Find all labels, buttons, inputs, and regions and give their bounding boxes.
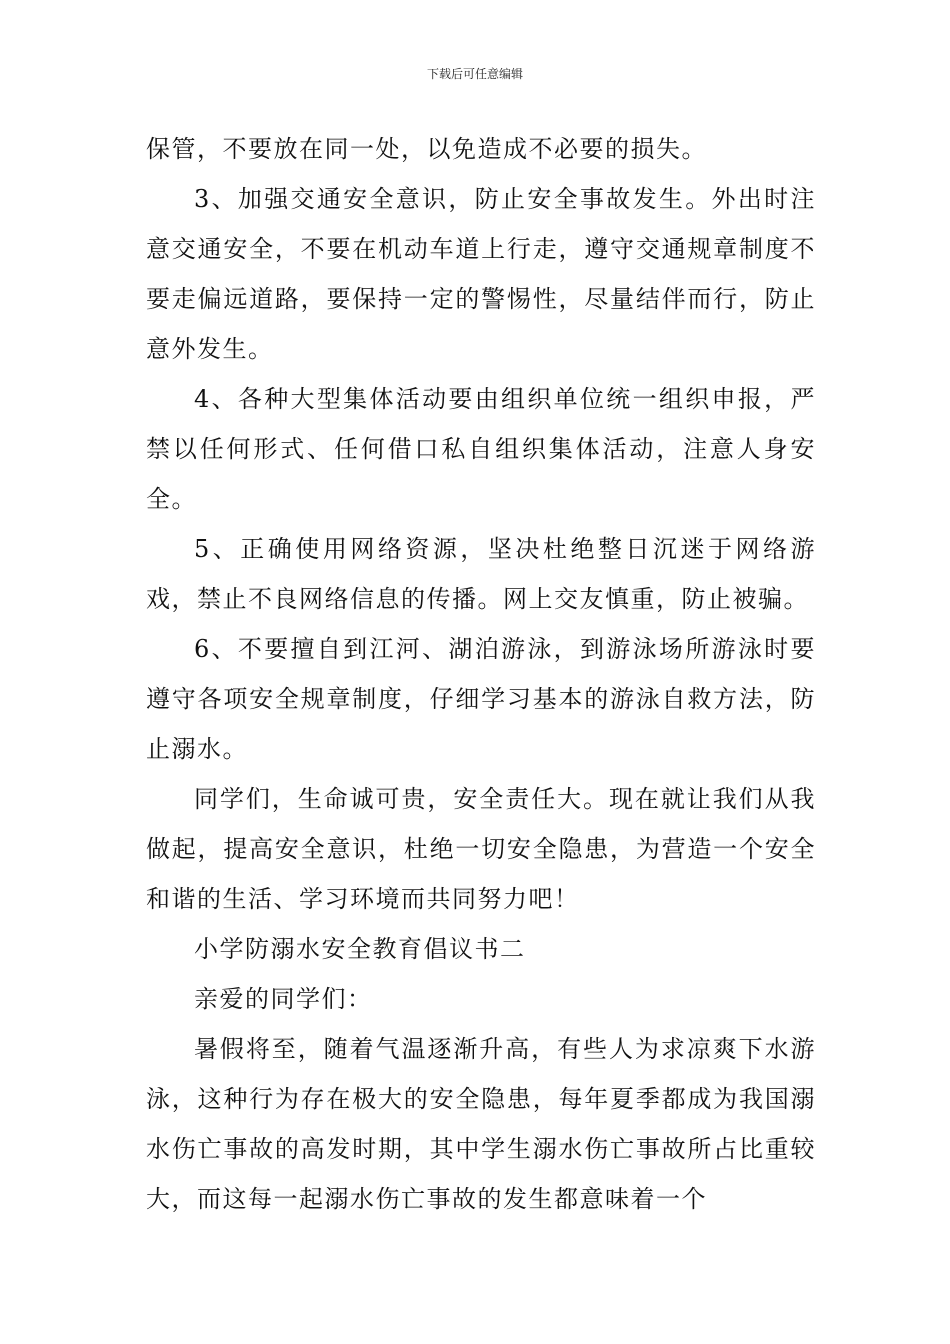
paragraph-item-6: 6、不要擅自到江河、湖泊游泳，到游泳场所游泳时要遵守各项安全规章制度，仔细学习基本的游泳自救方法，防止溺水。 bbox=[146, 635, 816, 763]
paragraph-continuation: 保管，不要放在同一处，以免造成不必要的损失。 bbox=[146, 135, 707, 163]
page-header: 下载后可任意编辑 bbox=[426, 67, 523, 81]
paragraph-item-5: 5、正确使用网络资源，坚决杜绝整日沉迷于网络游戏，禁止不良网络信息的传播。网上交友慎重，防止被骗。 bbox=[146, 535, 816, 613]
document-body bbox=[146, 124, 816, 1224]
paragraph-intro: 暑假将至，随着气温逐渐升高，有些人为求凉爽下水游泳，这种行为存在极大的安全隐患，每年夏季都成为我国溺水伤亡事故的高发时期，其中学生溺水伤亡事故所占比重较大，而这每一起溺水伤亡事故的发生都意味着一个 bbox=[146, 1035, 816, 1213]
paragraph-item-4: 4、各种大型集体活动要由组织单位统一组织申报，严禁以任何形式、任何借口私自组织集体活动，注意人身安全。 bbox=[146, 385, 816, 513]
paragraph-item-3: 3、加强交通安全意识，防止安全事故发生。外出时注意交通安全，不要在机动车道上行走，遵守交通规章制度不要走偏远道路，要保持一定的警惕性，尽量结伴而行，防止意外发生。 bbox=[146, 185, 816, 363]
paragraph-closing: 同学们，生命诚可贵，安全责任大。现在就让我们从我做起，提高安全意识，杜绝一切安全隐患，为营造一个安全和谐的生活、学习环境而共同努力吧！ bbox=[146, 785, 816, 913]
section-title: 小学防溺水安全教育倡议书二 bbox=[194, 935, 526, 963]
salutation: 亲爱的同学们： bbox=[194, 985, 373, 1013]
